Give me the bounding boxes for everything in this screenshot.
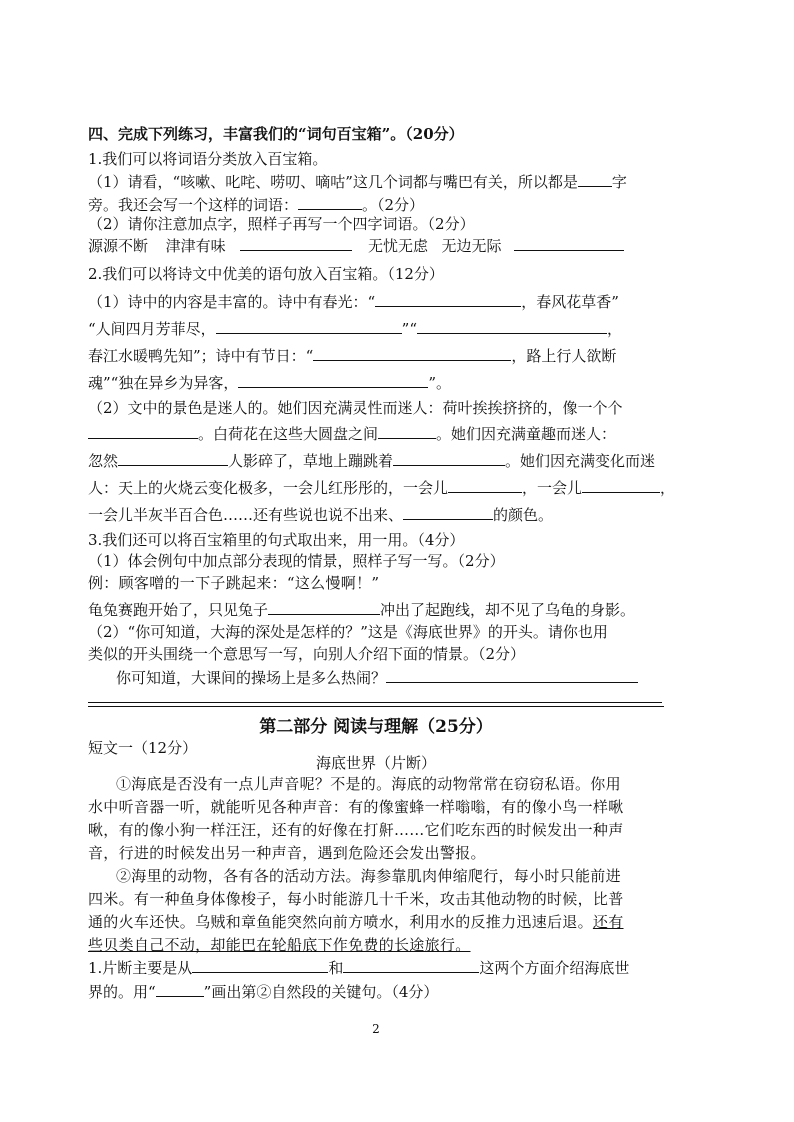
answer-blank[interactable] bbox=[192, 958, 328, 973]
question-line: （2）文中的景色是迷人的。她们因充满灵性而迷人：荷叶挨挨挤挤的，像一个个 bbox=[88, 399, 623, 417]
example-words bbox=[88, 236, 668, 256]
answer-line[interactable] bbox=[88, 688, 668, 708]
answer-blank[interactable] bbox=[88, 424, 198, 439]
example-word: 津津有味 bbox=[165, 237, 226, 255]
example-sentence: 例：顾客噌的一下子跳起来：“这么慢啊！” bbox=[88, 574, 380, 592]
divider bbox=[88, 706, 664, 707]
answer-blank[interactable] bbox=[375, 292, 521, 307]
question-line: （1）诗中的内容是丰富的。诗中有春光：“ ，春风花草香” bbox=[88, 293, 619, 311]
question-line: 龟兔赛跑开始了，只见兔子 冲出了起跑线，却不见了乌龟的身影。 bbox=[88, 601, 636, 619]
question-line: 界的。用“ ”画出第②自然段的关键句。（4分） bbox=[88, 983, 439, 1001]
answer-blank[interactable] bbox=[238, 373, 428, 388]
passage-line bbox=[88, 935, 668, 955]
underlined-text: 还有 bbox=[592, 913, 624, 931]
question-line: 一会儿半灰半百合色……还有些说也说不出来、 的颜色。 bbox=[88, 506, 554, 524]
page-number: 2 bbox=[372, 1022, 380, 1036]
question-line: （1）请看，“咳嗽、叱咤、唠叨、嘀咕”这几个词都与嘴巴有关，所以都是 字 bbox=[88, 173, 627, 191]
passage-line: 啾，有的像小狗一样汪汪，还有的好像在打鼾……它们吃东西的时候发出一种声 bbox=[88, 821, 624, 839]
answer-blank[interactable] bbox=[393, 451, 505, 466]
example-word: 源源不断 bbox=[88, 237, 149, 255]
section-heading: 四、完成下列练习，丰富我们的“词句百宝箱”。（20分） bbox=[88, 125, 464, 143]
subheading: 短文一（12分） bbox=[88, 739, 198, 757]
answer-blank[interactable] bbox=[118, 451, 228, 466]
answer-blank[interactable] bbox=[343, 958, 479, 973]
question-title: 3.我们还可以将百宝箱里的句式取出来，用一用。（4分） bbox=[88, 531, 465, 549]
passage-title: 海底世界（片断） bbox=[315, 754, 436, 772]
answer-blank[interactable] bbox=[403, 505, 493, 520]
answer-blank[interactable] bbox=[216, 319, 402, 334]
answer-blank[interactable] bbox=[268, 600, 380, 615]
question-line: （2）请你注意加点字，照样子再写一个四字词语。（2分） bbox=[88, 215, 475, 233]
question-line: 春江水暖鸭先知”；诗中有节日：“ ，路上行人欲断 bbox=[88, 347, 617, 365]
answer-blank[interactable] bbox=[240, 236, 352, 251]
answer-blank[interactable] bbox=[582, 478, 660, 493]
underlined-text: 些贝类自己不动，却能巴在轮船底下作免费的长途旅行。 bbox=[88, 936, 471, 954]
question-line: （2）“你可知道，大海的深处是怎样的？”这是《海底世界》的开头。请你也用 bbox=[88, 623, 608, 641]
question-line: 忽然 人影碎了，草地上蹦跳着 。她们因充满变化而迷 bbox=[88, 452, 656, 470]
passage-line: ②海里的动物，各有各的活动方法。海参靠肌肉伸缩爬行，每小时只能前进 bbox=[116, 867, 621, 885]
question-line: 类似的开头围绕一个意思写一写，向别人介绍下面的情景。（2分） bbox=[88, 645, 526, 663]
question-line: 人：天上的火烧云变化极多，一会儿红彤彤的，一会儿 ，一会儿 ， bbox=[88, 479, 676, 497]
question-line: 你可知道，大课间的操场上是多么热闹？ bbox=[116, 668, 696, 688]
question-line: “人间四月芳菲尽， ”“ ， bbox=[88, 320, 623, 338]
question-line: （1）体会例句中加点部分表现的情景，照样子写一写。（2分） bbox=[88, 552, 505, 570]
answer-blank[interactable] bbox=[313, 346, 511, 361]
question-line: 。白荷花在这些大圆盘之间 。她们因充满童趣而迷人： bbox=[88, 424, 668, 444]
answer-blank[interactable] bbox=[298, 195, 362, 210]
question-line: 旁。我还会写一个这样的词语： 。（2分） bbox=[88, 196, 425, 214]
example-word: 无忧无虑 bbox=[367, 237, 428, 255]
answer-blank[interactable] bbox=[417, 319, 607, 334]
part-heading: 第二部分 阅读与理解（25分） bbox=[259, 717, 493, 737]
answer-blank[interactable] bbox=[156, 982, 204, 997]
passage-line: 音，行进的时候发出另一种声音，遇到危险还会发出警报。 bbox=[88, 844, 486, 862]
answer-blank[interactable] bbox=[514, 236, 624, 251]
question-title: 2.我们可以将诗文中优美的语句放入百宝箱。（12分） bbox=[88, 265, 444, 283]
example-word: 无边无际 bbox=[441, 237, 502, 255]
passage-line: 通的火车还快。乌贼和章鱼能突然向前方喷水，利用水的反推力迅速后退。还有 bbox=[88, 913, 624, 931]
question-line: 1.片断主要是从 和 这两个方面介绍海底世 bbox=[88, 959, 630, 977]
answer-blank[interactable] bbox=[378, 424, 436, 439]
answer-blank[interactable] bbox=[578, 172, 612, 187]
question-title: 1.我们可以将词语分类放入百宝箱。 bbox=[88, 150, 328, 168]
passage-line: ①海底是否没有一点儿声音呢？不是的。海底的动物常常在窃窃私语。你用 bbox=[116, 775, 621, 793]
passage-line: 四米。有一种鱼身体像梭子，每小时能游几十千米，攻击其他动物的时候，比普 bbox=[88, 890, 624, 908]
question-line: 魂”“独在异乡为异客， ”。 bbox=[88, 374, 452, 392]
answer-blank[interactable] bbox=[448, 478, 522, 493]
answer-blank[interactable] bbox=[386, 668, 638, 683]
passage-line: 水中听音器一听，就能听见各种声音：有的像蜜蜂一样嗡嗡，有的像小鸟一样啾 bbox=[88, 798, 624, 816]
